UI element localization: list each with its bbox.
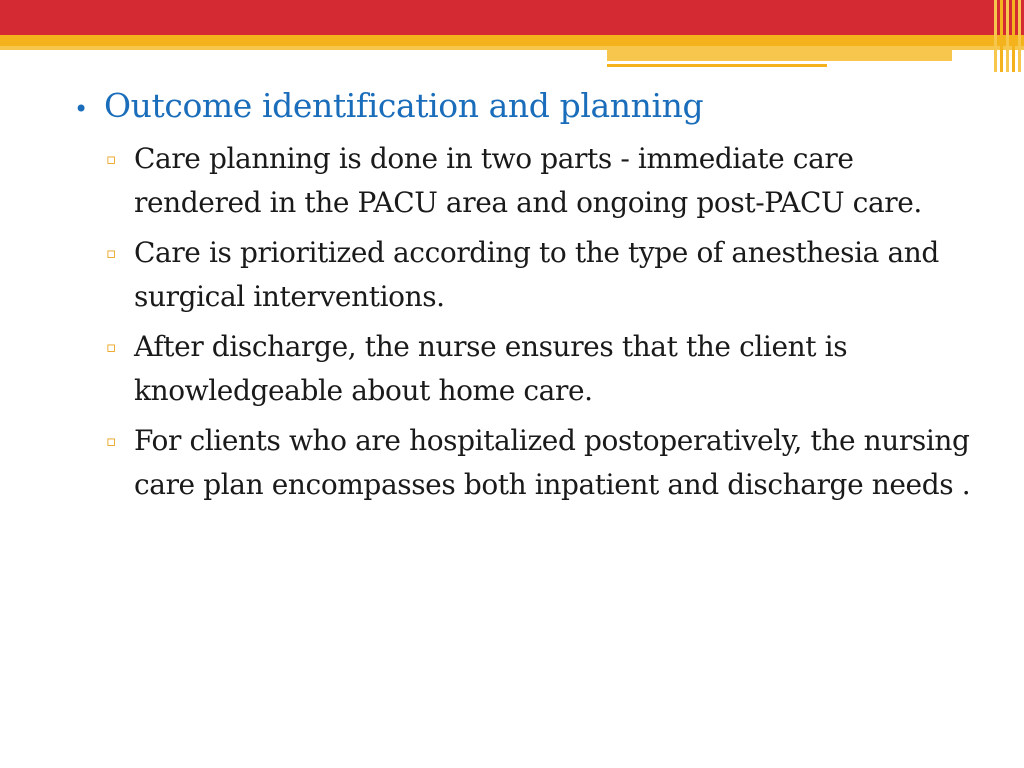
header-gold-tab-line: [607, 64, 827, 67]
slide-content: [74, 84, 974, 513]
list-item: [74, 419, 974, 507]
header-vertical-stripes: [990, 0, 1024, 72]
list-item: [74, 325, 974, 413]
heading-bullet-item: [74, 84, 974, 131]
header-gold-stripe: [0, 35, 1024, 46]
slide-heading: Outcome identification and planning: [104, 86, 704, 125]
list-item-text: Care is prioritized according to the type of anesthesia and surgical interventions.: [134, 236, 939, 313]
sub-bullet-icon: ▫: [106, 338, 116, 356]
list-item: [74, 231, 974, 319]
list-item-text: After discharge, the nurse ensures that the client is knowledgeable about home care.: [134, 330, 848, 407]
list-item-text: For clients who are hospitalized postoperatively, the nursing care plan encompasses both inpatient and discharge needs .: [134, 424, 971, 501]
sub-bullet-icon: ▫: [106, 150, 116, 168]
header-gold-tab: [607, 50, 952, 61]
sub-bullet-icon: ▫: [106, 244, 116, 262]
list-item: [74, 137, 974, 225]
bullet-dot: •: [74, 95, 88, 123]
sub-bullet-list: [74, 137, 974, 507]
sub-bullet-icon: ▫: [106, 432, 116, 450]
list-item-text: Care planning is done in two parts - immediate care rendered in the PACU area and ongoing post-PACU care.: [134, 142, 922, 219]
header-red-stripe: [0, 0, 1024, 35]
header-band: [0, 0, 1024, 80]
